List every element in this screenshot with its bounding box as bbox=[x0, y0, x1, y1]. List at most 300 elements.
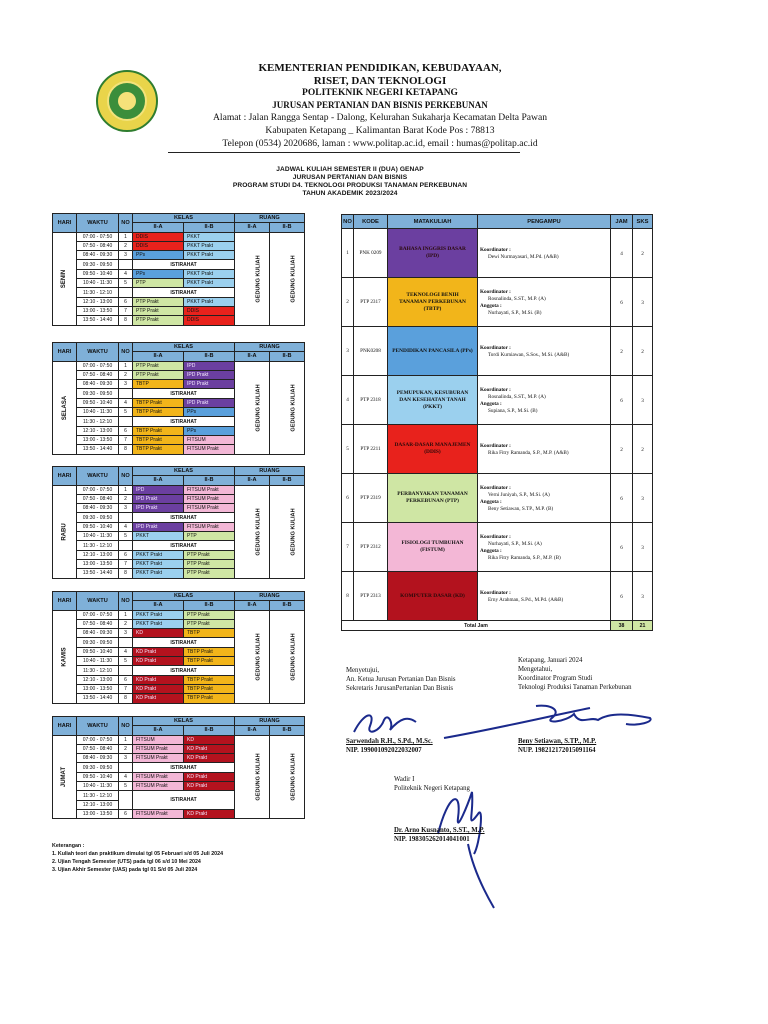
slot-number: 6 bbox=[119, 675, 133, 684]
course-lecturers bbox=[478, 327, 611, 376]
signer-left bbox=[346, 737, 433, 755]
signer-left-nip: NIP. 199001092022032007 bbox=[346, 747, 422, 754]
time-slot: 11:30 - 12:10 bbox=[77, 666, 119, 675]
course-row bbox=[342, 278, 653, 327]
slot-number: 8 bbox=[119, 316, 133, 325]
signature-block-right bbox=[518, 656, 632, 692]
course-number: 5 bbox=[342, 425, 354, 474]
lecturer-role: Koordinator : bbox=[480, 442, 511, 449]
time-slot: 09:50 - 10:40 bbox=[77, 398, 119, 407]
course-number: 7 bbox=[342, 523, 354, 572]
notes bbox=[52, 842, 223, 874]
course-lecturers bbox=[478, 278, 611, 327]
class-iib-cell: KD Prakt bbox=[184, 754, 235, 763]
class-iia-cell: PTP Prakt bbox=[133, 370, 184, 379]
course-hours: 4 bbox=[611, 229, 633, 278]
schedule-row bbox=[53, 232, 305, 241]
day-header-row bbox=[53, 214, 305, 223]
slot-number: 5 bbox=[119, 782, 133, 791]
break-no bbox=[119, 791, 133, 810]
slot-number: 2 bbox=[119, 494, 133, 503]
signer-left-role1: An. Ketua Jurusan Pertanian Dan Bisnis bbox=[346, 676, 456, 683]
class-iib-cell: PTP Prakt bbox=[184, 610, 235, 619]
slot-number: 1 bbox=[119, 735, 133, 744]
room-label: GEDUNG KULIAH bbox=[255, 507, 262, 556]
course-row bbox=[342, 523, 653, 572]
break-label: ISTIRAHAT bbox=[133, 288, 235, 297]
class-iib-cell: PKKT Prakt bbox=[184, 279, 235, 288]
col-class-iib: II-B bbox=[184, 223, 235, 232]
acknowledged-label: Mengetahui, bbox=[518, 666, 553, 673]
time-slot: 07:00 - 07:50 bbox=[77, 485, 119, 494]
time-slot: 09:50 - 10:40 bbox=[77, 269, 119, 278]
slot-number: 4 bbox=[119, 398, 133, 407]
lecturer-role: Koordinator : bbox=[480, 386, 511, 393]
class-iib-cell: PKKT Prakt bbox=[184, 269, 235, 278]
class-iia-cell: TBTP bbox=[133, 380, 184, 389]
slot-number: 1 bbox=[119, 232, 133, 241]
time-slot: 08:40 - 09:30 bbox=[77, 629, 119, 638]
col-no: NO bbox=[119, 343, 133, 362]
col-waktu: WAKTU bbox=[77, 717, 119, 736]
course-name: PEMUPUKAN, KESUBURAN DAN KESEHATAN TANAH (PKKT) bbox=[388, 376, 478, 425]
time-slot: 08:40 - 09:30 bbox=[77, 251, 119, 260]
day-schedule-rabu bbox=[52, 466, 305, 579]
col-hari: HARI bbox=[53, 214, 77, 233]
class-iib-cell: TBTP Prakt bbox=[184, 657, 235, 666]
lecturer-name: Rika Fitry Ramanda, S.P., M.P. (A&B) bbox=[488, 450, 569, 456]
signer-right-name: Beny Setiawan, S.TP., M.P. bbox=[518, 738, 597, 745]
course-number: 6 bbox=[342, 474, 354, 523]
course-hours: 6 bbox=[611, 278, 633, 327]
room-iia bbox=[235, 610, 270, 703]
col-class-iia: II-A bbox=[133, 352, 184, 361]
course-name: KOMPUTER DASAR (KD) bbox=[388, 572, 478, 621]
signer-left-name: Sarwendah R.H., S.Pd., M.Sc. bbox=[346, 738, 433, 745]
class-iib-cell: FITSUM Prakt bbox=[184, 445, 235, 454]
slot-number: 8 bbox=[119, 694, 133, 703]
schedule-row bbox=[53, 610, 305, 619]
col-room-iib: II-B bbox=[270, 352, 305, 361]
course-credits: 3 bbox=[633, 523, 653, 572]
lecturer-name: Tordi Kurniawan, S.Sos., M.Si. (A&B) bbox=[488, 352, 570, 358]
col-class-iia: II-A bbox=[133, 223, 184, 232]
time-slot: 11:30 - 12:10 bbox=[77, 288, 119, 297]
day-name bbox=[53, 361, 77, 454]
lecturer-role: Koordinator : bbox=[480, 288, 511, 295]
break-label: ISTIRAHAT bbox=[133, 763, 235, 772]
class-iib-cell: TBTP Prakt bbox=[184, 694, 235, 703]
slot-number: 8 bbox=[119, 569, 133, 578]
time-slot: 12:10 - 13:00 bbox=[77, 426, 119, 435]
header-ministry-line1: KEMENTERIAN PENDIDIKAN, KEBUDAYAAN, bbox=[258, 62, 502, 74]
slot-number: 2 bbox=[119, 744, 133, 753]
slot-number: 5 bbox=[119, 657, 133, 666]
time-slot: 09:30 - 09:50 bbox=[77, 260, 119, 269]
class-iia-cell: KD Prakt bbox=[133, 647, 184, 656]
class-iib-cell: KD Prakt bbox=[184, 744, 235, 753]
break-no bbox=[119, 513, 133, 522]
time-slot: 09:30 - 09:50 bbox=[77, 638, 119, 647]
schedule-row bbox=[53, 361, 305, 370]
time-slot: 10:40 - 11:30 bbox=[77, 408, 119, 417]
time-slot: 13:00 - 13:50 bbox=[77, 684, 119, 693]
lecturer-role: Anggota : bbox=[480, 548, 502, 554]
class-iia-cell: IPD bbox=[133, 485, 184, 494]
slot-number: 7 bbox=[119, 306, 133, 315]
time-slot: 09:30 - 09:50 bbox=[77, 513, 119, 522]
break-label: ISTIRAHAT bbox=[133, 417, 235, 426]
note-item: 3. Ujian Akhir Semester (UAS) pada tgl 01 S/d 05 Juli 2024 bbox=[52, 867, 198, 873]
slot-number: 8 bbox=[119, 445, 133, 454]
class-iib-cell: PKKT Prakt bbox=[184, 241, 235, 250]
signer-right bbox=[518, 737, 596, 755]
signer-right-role2: Teknologi Produksi Tanaman Perkebunan bbox=[518, 684, 632, 691]
class-iib-cell: TBTP Prakt bbox=[184, 684, 235, 693]
time-slot: 09:30 - 09:50 bbox=[77, 389, 119, 398]
class-iib-cell: IPD bbox=[184, 361, 235, 370]
break-no bbox=[119, 638, 133, 647]
course-code: PNK0208 bbox=[354, 327, 388, 376]
col-ruang: RUANG bbox=[235, 467, 305, 476]
room-label: GEDUNG KULIAH bbox=[290, 753, 297, 801]
slot-number: 6 bbox=[119, 809, 133, 818]
col-kode: KODE bbox=[354, 215, 388, 229]
slot-number: 6 bbox=[119, 550, 133, 559]
break-label: ISTIRAHAT bbox=[133, 666, 235, 675]
class-iia-cell: FITSUM Prakt bbox=[133, 754, 184, 763]
class-iib-cell: PTP bbox=[184, 532, 235, 541]
time-slot: 12:10 - 13:00 bbox=[77, 675, 119, 684]
lecturer-role: Anggota : bbox=[480, 499, 502, 505]
slot-number: 7 bbox=[119, 559, 133, 568]
lecturer-role: Anggota : bbox=[480, 401, 502, 407]
col-kelas: KELAS bbox=[133, 214, 235, 223]
header-address: Alamat : Jalan Rangga Sentap - Dalong, Kelurahan Sukaharja Kecamatan Delta Pawan bbox=[212, 112, 548, 123]
signer-bottom bbox=[394, 826, 485, 844]
col-pengampu: PENGAMPU bbox=[478, 215, 611, 229]
time-slot: 12:10 - 13:00 bbox=[77, 550, 119, 559]
class-iia-cell: PKKT Prakt bbox=[133, 550, 184, 559]
class-iib-cell: PKKT Prakt bbox=[184, 251, 235, 260]
course-row bbox=[342, 327, 653, 376]
col-ruang: RUANG bbox=[235, 343, 305, 352]
slot-number: 3 bbox=[119, 380, 133, 389]
lecturer-role: Koordinator : bbox=[480, 246, 511, 253]
class-iia-cell: FITSUM Prakt bbox=[133, 744, 184, 753]
day-schedule-selasa bbox=[52, 342, 305, 455]
time-slot: 10:40 - 11:30 bbox=[77, 532, 119, 541]
class-iia-cell: PKKT bbox=[133, 532, 184, 541]
col-room-iia: II-A bbox=[235, 726, 270, 735]
col-waktu: WAKTU bbox=[77, 214, 119, 233]
col-room-iia: II-A bbox=[235, 352, 270, 361]
col-no: NO bbox=[119, 717, 133, 736]
class-iib-cell: PTP Prakt bbox=[184, 569, 235, 578]
course-number: 3 bbox=[342, 327, 354, 376]
room-iia bbox=[235, 735, 270, 819]
class-iia-cell: PTP Prakt bbox=[133, 316, 184, 325]
day-header-row bbox=[53, 343, 305, 352]
day-name bbox=[53, 735, 77, 819]
course-lecturers bbox=[478, 376, 611, 425]
time-slot: 09:50 - 10:40 bbox=[77, 522, 119, 531]
course-code: PTP 2313 bbox=[354, 572, 388, 621]
class-iia-cell: FITSUM Prakt bbox=[133, 809, 184, 818]
class-iib-cell: TBTP Prakt bbox=[184, 675, 235, 684]
total-label: Total Jam bbox=[342, 621, 611, 631]
class-iia-cell: PKKT Prakt bbox=[133, 610, 184, 619]
time-slot: 07:50 - 08:40 bbox=[77, 370, 119, 379]
time-slot: 07:00 - 07:50 bbox=[77, 735, 119, 744]
break-label: ISTIRAHAT bbox=[133, 260, 235, 269]
class-iia-cell: FITSUM Prakt bbox=[133, 782, 184, 791]
room-iib bbox=[270, 485, 305, 578]
class-iib-cell: PKKT Prakt bbox=[184, 297, 235, 306]
class-iib-cell: PPs bbox=[184, 408, 235, 417]
col-class-iia: II-A bbox=[133, 601, 184, 610]
day-name-label: RABU bbox=[61, 522, 68, 541]
note-item: 1. Kuliah teori dan praktikum dimulai tgl 05 Februari s/d 05 Juli 2024 bbox=[52, 851, 224, 857]
header-institution: POLITEKNIK NEGERI KETAPANG bbox=[302, 88, 458, 98]
course-credits: 3 bbox=[633, 572, 653, 621]
col-waktu: WAKTU bbox=[77, 592, 119, 611]
course-name: DASAR-DASAR MANAJEMEN (DDIS) bbox=[388, 425, 478, 474]
class-iia-cell: FITSUM Prakt bbox=[133, 772, 184, 781]
class-iia-cell: PTP Prakt bbox=[133, 306, 184, 315]
day-header-row bbox=[53, 592, 305, 601]
slot-number: 4 bbox=[119, 269, 133, 278]
class-iia-cell: PTP Prakt bbox=[133, 297, 184, 306]
signer-right-role1: Koordinator Program Studi bbox=[518, 675, 593, 682]
break-label: ISTIRAHAT bbox=[133, 638, 235, 647]
slot-number: 4 bbox=[119, 647, 133, 656]
course-name: PENDIDIKAN PANCASILA (PPs) bbox=[388, 327, 478, 376]
class-iib-cell: KD Prakt bbox=[184, 782, 235, 791]
course-code: PTP 2312 bbox=[354, 523, 388, 572]
break-no bbox=[119, 666, 133, 675]
col-ruang: RUANG bbox=[235, 717, 305, 726]
time-slot: 13:50 - 14:40 bbox=[77, 569, 119, 578]
time-slot: 13:00 - 13:50 bbox=[77, 435, 119, 444]
time-slot: 11:30 - 12:10 bbox=[77, 791, 119, 800]
lecturer-name: Dewi Nurmayasari, M.Pd. (A&B) bbox=[488, 254, 559, 260]
class-iia-cell: TBTP Prakt bbox=[133, 426, 184, 435]
course-name: BAHASA INGGRIS DASAR (IPD) bbox=[388, 229, 478, 278]
col-class-iib: II-B bbox=[184, 476, 235, 485]
time-slot: 07:50 - 08:40 bbox=[77, 241, 119, 250]
room-label: GEDUNG KULIAH bbox=[255, 753, 262, 801]
class-iia-cell: DDIS bbox=[133, 241, 184, 250]
time-slot: 11:30 - 12:10 bbox=[77, 541, 119, 550]
course-code: PTP 2319 bbox=[354, 474, 388, 523]
signer-bottom-nip: NIP. 198305262014041001 bbox=[394, 836, 470, 843]
lecturer-name: Verni Juniyah, S.P., M.Si. (A) bbox=[488, 491, 550, 498]
room-iib bbox=[270, 232, 305, 325]
break-no bbox=[119, 389, 133, 398]
col-kelas: KELAS bbox=[133, 343, 235, 352]
class-iia-cell: PTP bbox=[133, 279, 184, 288]
day-schedule-senin bbox=[52, 213, 305, 326]
header-department: JURUSAN PERTANIAN DAN BISNIS PERKEBUNAN bbox=[272, 100, 488, 110]
approval-label: Menyetujui, bbox=[346, 667, 380, 674]
course-lecturers bbox=[478, 572, 611, 621]
time-slot: 07:00 - 07:50 bbox=[77, 361, 119, 370]
day-schedule-jumat bbox=[52, 716, 305, 819]
day-name bbox=[53, 485, 77, 578]
room-iib bbox=[270, 735, 305, 819]
room-iia bbox=[235, 361, 270, 454]
slot-number: 2 bbox=[119, 241, 133, 250]
course-row bbox=[342, 474, 653, 523]
day-name bbox=[53, 610, 77, 703]
slot-number: 5 bbox=[119, 279, 133, 288]
slot-number: 2 bbox=[119, 619, 133, 628]
slot-number: 4 bbox=[119, 772, 133, 781]
col-class-iib: II-B bbox=[184, 726, 235, 735]
slot-number: 3 bbox=[119, 754, 133, 763]
class-iia-cell: PKKT Prakt bbox=[133, 569, 184, 578]
time-slot: 12:10 - 13:00 bbox=[77, 297, 119, 306]
col-room-iib: II-B bbox=[270, 223, 305, 232]
class-iib-cell: DDIS bbox=[184, 316, 235, 325]
signature-bottom-scribble bbox=[428, 774, 508, 914]
class-iib-cell: FITSUM Prakt bbox=[184, 504, 235, 513]
class-iib-cell: TBTP bbox=[184, 629, 235, 638]
col-no: NO bbox=[119, 592, 133, 611]
class-iia-cell: KD Prakt bbox=[133, 684, 184, 693]
col-room-iib: II-B bbox=[270, 601, 305, 610]
class-iib-cell: KD Prakt bbox=[184, 772, 235, 781]
day-name-label: KAMIS bbox=[61, 646, 68, 667]
break-no bbox=[119, 763, 133, 772]
break-no bbox=[119, 288, 133, 297]
col-hari: HARI bbox=[53, 343, 77, 362]
course-number: 4 bbox=[342, 376, 354, 425]
day-header-row bbox=[53, 467, 305, 476]
day-header-row bbox=[53, 717, 305, 726]
slot-number: 7 bbox=[119, 684, 133, 693]
class-iia-cell: KD Prakt bbox=[133, 694, 184, 703]
slot-number: 1 bbox=[119, 485, 133, 494]
course-table-header bbox=[342, 215, 653, 229]
course-hours: 6 bbox=[611, 572, 633, 621]
day-schedule-kamis bbox=[52, 591, 305, 704]
lecturer-name: Rosnalinda, S.ST., M.P. (A) bbox=[488, 295, 546, 302]
course-credits: 2 bbox=[633, 229, 653, 278]
lecturer-role: Koordinator : bbox=[480, 533, 511, 540]
course-name: PERBANYAKAN TANAMAN PERKEBUNAN (PTP) bbox=[388, 474, 478, 523]
room-label: GEDUNG KULIAH bbox=[255, 632, 262, 681]
break-no bbox=[119, 260, 133, 269]
col-class-iib: II-B bbox=[184, 352, 235, 361]
day-name-label: SELASA bbox=[62, 395, 69, 420]
course-lecturers bbox=[478, 229, 611, 278]
course-row bbox=[342, 376, 653, 425]
class-iib-cell: FITSUM Prakt bbox=[184, 522, 235, 531]
time-slot: 08:40 - 09:30 bbox=[77, 504, 119, 513]
time-slot: 07:50 - 08:40 bbox=[77, 494, 119, 503]
col-no: NO bbox=[342, 215, 354, 229]
room-iia bbox=[235, 232, 270, 325]
break-no bbox=[119, 541, 133, 550]
class-iia-cell: DDIS bbox=[133, 232, 184, 241]
col-jam: JAM bbox=[611, 215, 633, 229]
class-iib-cell: PPs bbox=[184, 426, 235, 435]
signer-bottom-name: Dr. Arno Kusnanto, S.ST., M.P. bbox=[394, 827, 485, 834]
institution-logo bbox=[96, 70, 158, 132]
col-waktu: WAKTU bbox=[77, 467, 119, 486]
class-iib-cell: KD Prakt bbox=[184, 809, 235, 818]
col-hari: HARI bbox=[53, 467, 77, 486]
notes-title: Keterangan : bbox=[52, 843, 85, 849]
class-iib-cell: PTP Prakt bbox=[184, 550, 235, 559]
class-iia-cell: KD bbox=[133, 629, 184, 638]
room-label: GEDUNG KULIAH bbox=[290, 254, 297, 303]
slot-number: 5 bbox=[119, 532, 133, 541]
time-slot: 07:00 - 07:50 bbox=[77, 610, 119, 619]
course-hours: 6 bbox=[611, 474, 633, 523]
class-iia-cell: TBTP Prakt bbox=[133, 398, 184, 407]
schedule-title: JADWAL KULIAH SEMESTER II (DUA) GENAP bbox=[276, 166, 424, 173]
course-lecturers bbox=[478, 474, 611, 523]
course-row bbox=[342, 229, 653, 278]
class-iib-cell: IPD Prakt bbox=[184, 398, 235, 407]
time-slot: 13:50 - 14:40 bbox=[77, 694, 119, 703]
header-ministry-line2: RISET, DAN TEKNOLOGI bbox=[313, 75, 447, 87]
room-label: GEDUNG KULIAH bbox=[255, 383, 262, 432]
col-class-iib: II-B bbox=[184, 601, 235, 610]
sign-date: Ketapang, Januari 2024 bbox=[518, 657, 583, 664]
lecturer-name: Supiana, S.P., M.Si. (B) bbox=[488, 408, 538, 415]
course-code: PNK 0209 bbox=[354, 229, 388, 278]
col-room-iib: II-B bbox=[270, 726, 305, 735]
break-label: ISTIRAHAT bbox=[133, 389, 235, 398]
slot-number: 7 bbox=[119, 435, 133, 444]
class-iia-cell: IPD Prakt bbox=[133, 522, 184, 531]
slot-number: 6 bbox=[119, 297, 133, 306]
course-lecturers bbox=[478, 523, 611, 572]
signer-bottom-role1: Wadir I bbox=[394, 776, 415, 783]
slot-number: 5 bbox=[119, 408, 133, 417]
course-hours: 6 bbox=[611, 523, 633, 572]
course-code: PTP 2317 bbox=[354, 278, 388, 327]
time-slot: 13:50 - 14:40 bbox=[77, 316, 119, 325]
time-slot: 07:50 - 08:40 bbox=[77, 619, 119, 628]
schedule-row bbox=[53, 735, 305, 744]
time-slot: 11:30 - 12:10 bbox=[77, 417, 119, 426]
class-iia-cell: TBTP Prakt bbox=[133, 435, 184, 444]
col-room-iib: II-B bbox=[270, 476, 305, 485]
schedule-program: PROGRAM STUDI D4. TEKNOLOGI PRODUKSI TANAMAN PERKEBUNAN bbox=[232, 182, 468, 189]
signer-left-role2: Sekretaris JurusanPertanian Dan Bisnis bbox=[346, 685, 454, 692]
lecturer-role: Koordinator : bbox=[480, 484, 511, 491]
signature-block-left bbox=[346, 666, 456, 693]
course-code: PTP 2211 bbox=[354, 425, 388, 474]
header-regency: Kabupaten Ketapang _ Kalimantan Barat Kode Pos : 78813 bbox=[265, 125, 495, 136]
course-lecturers bbox=[478, 425, 611, 474]
break-label: ISTIRAHAT bbox=[133, 513, 235, 522]
class-iia-cell: PKKT Prakt bbox=[133, 619, 184, 628]
schedule-row bbox=[53, 485, 305, 494]
course-number: 2 bbox=[342, 278, 354, 327]
class-iia-cell: PKKT Prakt bbox=[133, 559, 184, 568]
break-no bbox=[119, 417, 133, 426]
class-iia-cell: TBTP Prakt bbox=[133, 445, 184, 454]
slot-number: 3 bbox=[119, 629, 133, 638]
col-hari: HARI bbox=[53, 717, 77, 736]
lecturer-role: Koordinator : bbox=[480, 344, 511, 351]
